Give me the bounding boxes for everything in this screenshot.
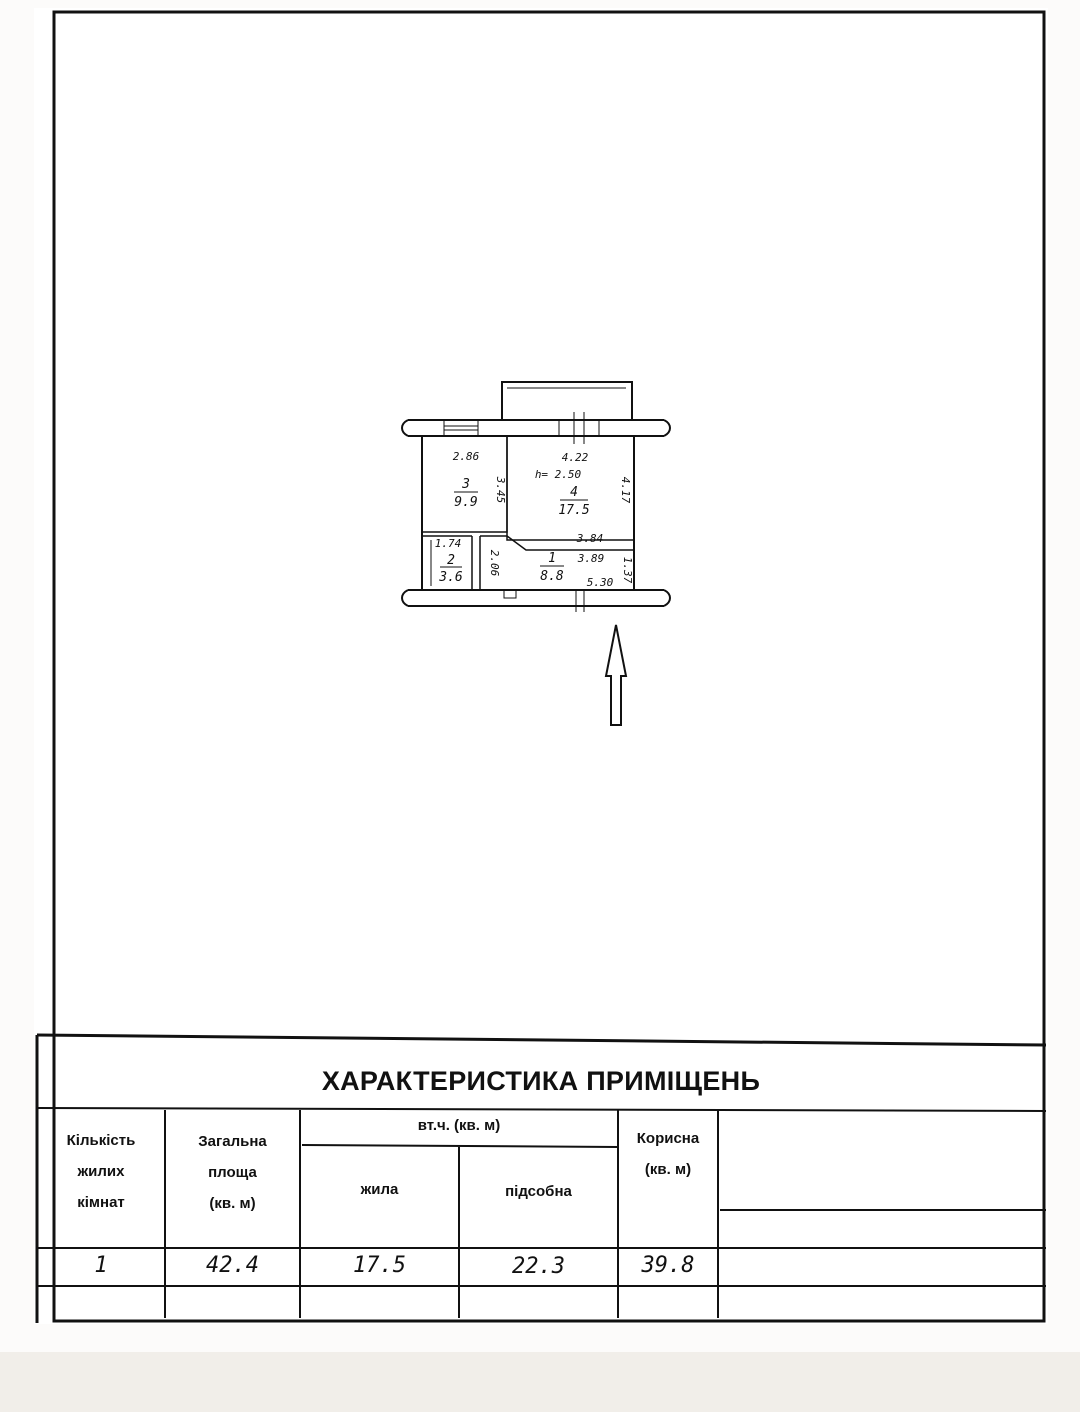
header-auxiliary: підсобна xyxy=(505,1183,572,1200)
dim-r1-height: 2.06 xyxy=(488,549,501,577)
document-sheet xyxy=(34,8,1048,1324)
room-3-area: 9.9 xyxy=(454,495,478,510)
page-bottom-margin xyxy=(0,1352,1080,1412)
value-total-area: 42.4 xyxy=(206,1253,259,1278)
room-4-area: 17.5 xyxy=(558,503,590,518)
dim-r2-width: 1.74 xyxy=(434,537,462,550)
table-title: ХАРАКТЕРИСТИКА ПРИМІЩЕНЬ xyxy=(321,1066,761,1096)
dim-r1-bottom: 5.30 xyxy=(586,576,614,589)
dim-r1-width: 3.89 xyxy=(577,552,605,565)
header-including: вт.ч. (кв. м) xyxy=(417,1117,501,1134)
room-4-number: 4 xyxy=(570,485,578,500)
dim-r4-height: 4.17 xyxy=(619,476,632,504)
value-auxiliary: 22.3 xyxy=(512,1254,565,1279)
room-1-number: 1 xyxy=(548,551,556,566)
dim-r4-top: 4.22 xyxy=(561,451,589,464)
room-3-number: 3 xyxy=(462,477,470,492)
room-2-number: 2 xyxy=(447,553,455,568)
room-2-area: 3.6 xyxy=(439,570,463,585)
header-total-area: Загальна площа (кв. м) xyxy=(198,1133,267,1212)
ceiling-height: h= 2.50 xyxy=(534,468,582,481)
header-rooms-count: Кількість жилих кімнат xyxy=(66,1132,136,1211)
dim-r4-bottom: 3.84 xyxy=(576,532,604,545)
dim-r3-height: 3.45 xyxy=(494,476,507,504)
floor-plan xyxy=(394,380,674,730)
dim-r1-right: 1.37 xyxy=(621,556,634,584)
value-living: 17.5 xyxy=(353,1253,406,1278)
header-useful: Корисна (кв. м) xyxy=(636,1130,700,1178)
room-1-area: 8.8 xyxy=(540,569,564,584)
dim-r3-width: 2.86 xyxy=(452,450,480,463)
header-living: жила xyxy=(360,1181,399,1198)
value-rooms-count: 1 xyxy=(94,1253,108,1278)
value-useful: 39.8 xyxy=(641,1253,695,1278)
